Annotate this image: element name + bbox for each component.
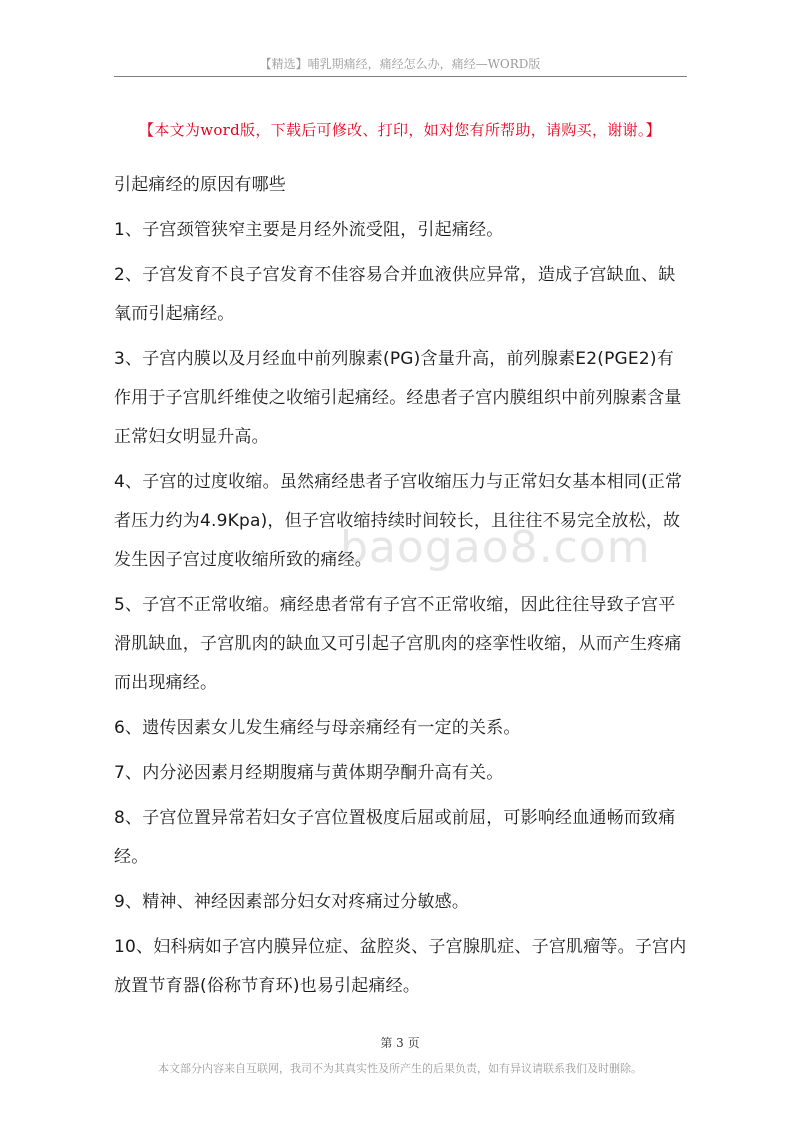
paragraph: 1、子宫颈管狭窄主要是月经外流受阻，引起痛经。 — [114, 220, 504, 240]
paragraph: 5、子宫不正常收缩。痛经患者常有子宫不正常收缩，因此往往导致子宫平滑肌缺血，子宫肌肉的缺血又可引起子宫肌肉的痉挛性收缩，从而产生疼痛而出现痛经。 — [114, 595, 682, 693]
paragraph: 7、内分泌因素月经期腹痛与黄体期孕酮升高有关。 — [114, 763, 504, 783]
document-body — [114, 166, 689, 1012]
paragraph: 10、妇科病如子宫内膜异位症、盆腔炎、子宫腺肌症、子宫肌瘤等。子宫内放置节育器(俗称节育环)也易引起痛经。 — [114, 937, 687, 996]
watermark: baogao8.com — [340, 522, 651, 573]
paragraph: 2、子宫发育不良子宫发育不佳容易合并血液供应异常，造成子宫缺血、缺氧而引起痛经。 — [114, 265, 676, 324]
purchase-notice: 【本文为word版，下载后可修改、打印，如对您有所帮助，请购买，谢谢。】 — [139, 121, 661, 139]
paragraph: 4、子宫的过度收缩。虽然痛经患者子宫收缩压力与正常妇女基本相同(正常者压力约为4.9Kpa)，但子宫收缩持续时间较长，且往往不易完全放松，故发生因子宫过度收缩所致的痛经。 — [114, 472, 683, 570]
header-divider — [114, 76, 687, 77]
paragraph: 6、遗传因素女儿发生痛经与母亲痛经有一定的关系。 — [114, 718, 521, 738]
paragraph: 8、子宫位置异常若妇女子宫位置极度后屈或前屈，可影响经血通畅而致痛经。 — [114, 808, 676, 867]
section-heading: 引起痛经的原因有哪些 — [114, 175, 286, 195]
paragraph: 3、子宫内膜以及月经血中前列腺素(PG)含量升高，前列腺素E2(PGE2)有作用于子宫肌纤维使之收缩引起痛经。经患者子宫内膜组织中前列腺素含量正常妇女明显升高。 — [114, 349, 682, 447]
paragraph: 9、精神、神经因素部分妇女对疼痛过分敏感。 — [114, 892, 470, 912]
page-number: 第 3 页 — [380, 1036, 420, 1050]
page-footer-disclaimer: 本文部分内容来自互联网，我司不为其真实性及所产生的后果负责，如有异议请联系我们及时删除。 — [158, 1062, 642, 1075]
page-header-title: 【精选】哺乳期痛经，痛经怎么办，痛经—WORD版 — [259, 57, 541, 71]
